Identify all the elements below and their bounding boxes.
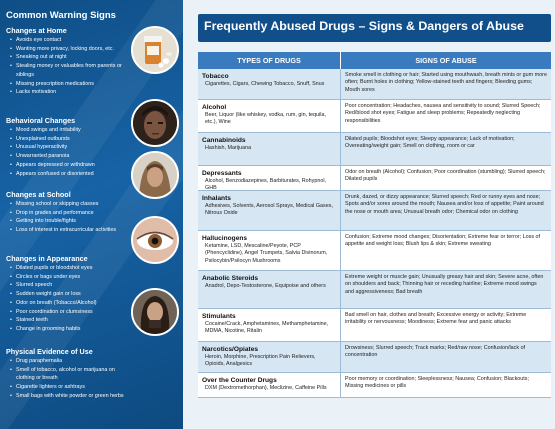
list-item: • Drug paraphernalia [10, 357, 130, 366]
section-heading-school: Changes at School [6, 190, 71, 199]
signs-cell: Odor on breath (Alcohol); Confusion; Poor coordination (stumbling); Slurred speech; Dilated pupils [345, 169, 546, 183]
drug-examples: Ketamine, LSD, Mescaline/Peyote, PCP (Phencyclidine), Angel Trumpets, Salvia Divinorum, Psilocybin/Psilocyn Mushrooms [205, 243, 328, 264]
list-item: • Appears depressed or withdrawn [10, 161, 130, 170]
physical-evidence-list [10, 357, 130, 401]
list-item: • Avoids eye contact [10, 36, 130, 45]
girl-sad-photo [131, 288, 179, 336]
table-row [198, 100, 551, 133]
list-item: • Stealing money or valuables from parents or siblings [10, 62, 130, 79]
drug-type-cell [198, 231, 341, 270]
drug-name: Cannabinoids [202, 137, 246, 144]
drug-name: Tobacco [202, 73, 229, 80]
drug-name: Alcohol [202, 104, 227, 111]
drug-name: Hallucinogens [202, 235, 248, 242]
drug-examples: Alcohol, Benzodiazepines, Barbiturates, Rohypnol, GHB [205, 178, 327, 192]
list-item: • Change in grooming habits [10, 325, 130, 334]
list-item: • Lacks motivation [10, 88, 130, 97]
list-item: • Unusual hyperactivity [10, 143, 130, 152]
list-item: • Missing prescription medications [10, 80, 130, 89]
table-row [198, 231, 551, 271]
list-item: • Unexplained outbursts [10, 135, 130, 144]
list-item: • Unwarranted paranoia [10, 152, 130, 161]
drug-name: Depressants [202, 170, 242, 177]
table-row [198, 309, 551, 342]
signs-cell: Confusion; Extreme mood changes; Disorientation; Extreme fear or terror; Loss of appetite and weight loss; Blush lips & skin; Extreme sweating [345, 234, 541, 248]
drug-examples: DXM (Dextromethorphan), Meclizine, Caffeine Pills [205, 385, 327, 391]
drug-examples: Cigarettes, Cigars, Chewing Tobacco, Snuff, Snus [205, 81, 325, 87]
drug-name: Narcotics/Opiates [202, 346, 259, 353]
appearance-signs-list [10, 264, 130, 334]
drug-examples: Adhesives, Solvents, Aerosol Sprays, Medical Gases, Nitrous Oxide [205, 203, 333, 217]
table-row [198, 69, 551, 100]
section-heading-physical-evidence: Physical Evidence of Use [6, 347, 93, 356]
list-item: • Missing school or skipping classes [10, 200, 130, 209]
list-item: • Dilated pupils or bloodshot eyes [10, 264, 130, 273]
drug-type-cell [198, 271, 341, 308]
drug-name: Over the Counter Drugs [202, 377, 277, 384]
drug-name: Inhalants [202, 195, 231, 202]
table-row [198, 271, 551, 309]
column-header-types: TYPES OF DRUGS [198, 52, 341, 69]
signs-cell: Drowsiness; Slurred speech; Track marks; Red/raw nose; Confusion/lack of concentration [345, 345, 526, 359]
list-item: • Appears confused or disoriented [10, 170, 130, 179]
drug-type-cell [198, 166, 341, 190]
drug-type-cell [198, 100, 341, 132]
table-row [198, 373, 551, 398]
signs-cell: Smoke smell in clothing or hair; Started using mouthwash, breath mints or gum more often; Burnt holes in clothing; Yellow-stained teeth and fingers; Bleeding gums; Mouth sores [345, 72, 547, 93]
list-item: • Odor on breath (Tobacco/Alcohol) [10, 299, 130, 308]
list-item: • Mood swings and irritability [10, 126, 130, 135]
list-item: • Stained teeth [10, 316, 130, 325]
drug-type-cell [198, 69, 341, 99]
drug-examples: Beer, Liquor (like whiskey, vodka, rum, gin, tequila, etc.), Wine [205, 112, 326, 126]
section-heading-home: Changes at Home [6, 26, 67, 35]
signs-cell: Bad smell on hair, clothes and breath; Excessive energy or activity; Extreme irritability or nervousness; Moodiness; Extreme fear and panic attacks [345, 312, 527, 326]
drug-examples: Cocaine/Crack, Amphetamines, Methamphetamine, MDMA, Nicotine, Ritalin [205, 321, 329, 335]
signs-cell: Drunk, dazed, or dizzy appearance; Slurred speech; Red or runny eyes and nose; Spots and/or sores around the mouth; Nausea and/or loss of appetite; Paint around the nose or mouth area; Unusual breath odor; Chemical odor on clothing [345, 194, 544, 215]
drug-type-cell [198, 309, 341, 341]
list-item: • Loss of interest in extracurricular activities [10, 226, 130, 235]
warning-signs-title: Common Warning Signs [6, 10, 116, 21]
list-item: • Slurred speech [10, 281, 130, 290]
boy-hoodie-photo [131, 151, 179, 199]
list-item: • Drop in grades and performance [10, 209, 130, 218]
list-item: • Wanting more privacy, locking doors, etc. [10, 45, 130, 54]
drugs-table [198, 52, 551, 398]
drug-type-cell [198, 133, 341, 165]
list-item: • Poor coordination or clumsiness [10, 308, 130, 317]
drug-examples: Anadrol, Depo-Testosterone, Equipoise and others [205, 283, 326, 289]
section-heading-behavioral: Behavioral Changes [6, 116, 76, 125]
eye-closeup-photo [131, 216, 179, 264]
drug-name: Stimulants [202, 313, 236, 320]
signs-cell: Extreme weight or muscle gain; Unusually greasy hair and skin; Severe acne, often on shoulders and back; Thinning hair or receding hairline; Extreme mood swings and aggressiveness; Bad breath [345, 274, 544, 295]
list-item: • Sudden weight gain or loss [10, 290, 130, 299]
behavioral-signs-list [10, 126, 130, 178]
column-header-signs: SIGNS OF ABUSE [341, 52, 551, 69]
signs-cell: Poor concentration; Headaches, nausea and sensitivity to sound; Slurred Speech; Red/blood shot eyes; Fatigue and sleep problems; Repeatedly neglecting responsibilities [345, 103, 541, 124]
table-row [198, 133, 551, 166]
table-row [198, 166, 551, 191]
list-item: • Circles or bags under eyes [10, 273, 130, 282]
medicine-bottle-photo [131, 26, 179, 74]
drug-examples: Hashish, Marijuana [205, 145, 252, 151]
signs-cell: Dilated pupils; Bloodshot eyes; Sleepy appearance; Lack of motivation; Overeating/weight gain; Smell on clothing, room or car [345, 136, 515, 150]
drug-type-cell [198, 342, 341, 372]
table-header [198, 52, 551, 69]
list-item: • Sneaking out at night [10, 53, 130, 62]
drug-type-cell [198, 191, 341, 230]
school-signs-list [10, 200, 130, 235]
home-signs-list [10, 36, 130, 97]
list-item: • Smell of tobacco, alcohol or marijuana on clothing or breath [10, 366, 130, 383]
list-item: • Small bags with white powder or green herbs [10, 392, 130, 401]
list-item: • Cigarette lighters or ashtrays [10, 383, 130, 392]
section-heading-appearance: Changes in Appearance [6, 254, 88, 263]
page-title: Frequently Abused Drugs – Signs & Dangers of Abuse [204, 19, 524, 33]
list-item: • Getting into trouble/fights [10, 217, 130, 226]
table-row [198, 191, 551, 231]
drug-examples: Heroin, Morphine, Prescription Pain Relievers, Opioids, Analgesics [205, 354, 316, 368]
table-row [198, 342, 551, 373]
drug-name: Anabolic Steroids [202, 275, 259, 282]
teen-face-photo [131, 99, 179, 147]
drug-type-cell [198, 373, 341, 397]
signs-cell: Poor memory or coordination; Sleeplessness; Nausea; Confusion; Blackouts; Missing medicines or pills [345, 376, 529, 390]
